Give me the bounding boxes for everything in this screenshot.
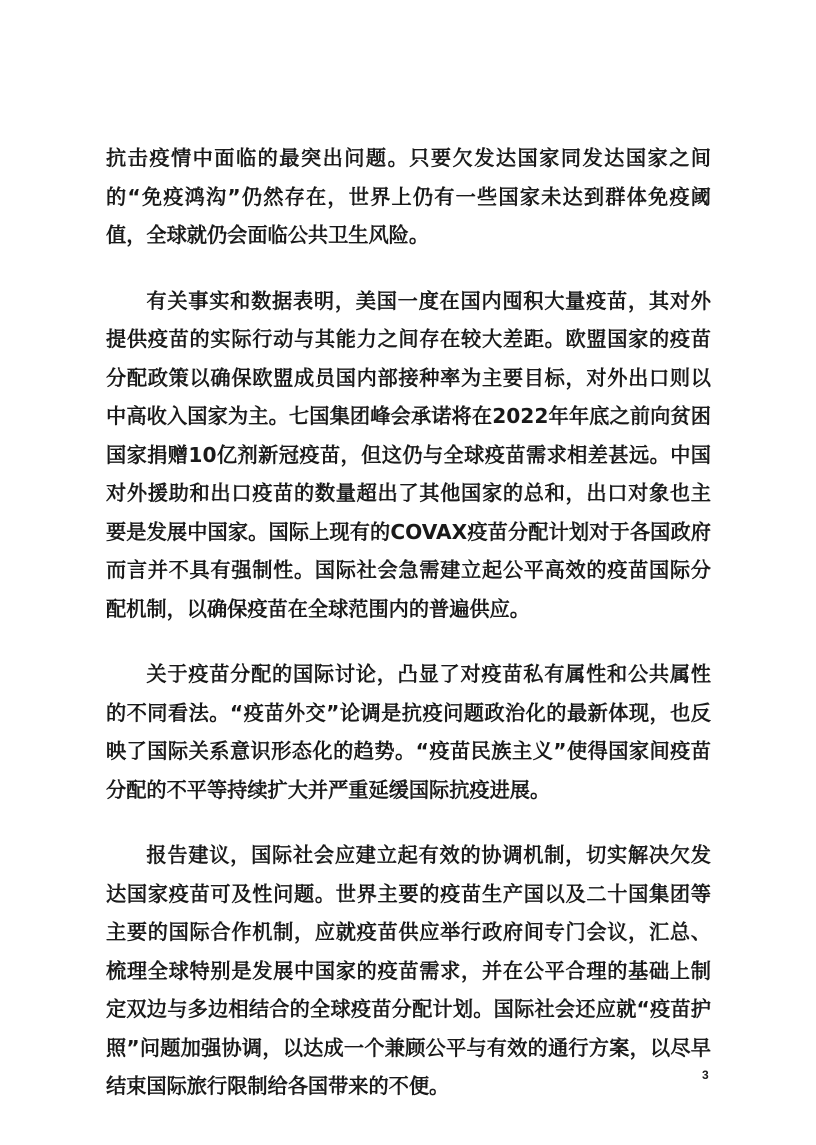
document-body	[106, 139, 711, 1133]
page-number: 3	[702, 1068, 709, 1082]
paragraph-vaccine-distribution-facts: 有关事实和数据表明，美国一度在国内囤积大量疫苗，其对外提供疫苗的实际行动与其能力之间存在较大差距。欧盟国家的疫苗分配政策以确保欧盟成员国内部接种率为主要目标，对外出口则以中高收入国家为主。七国集团峰会承诺将在2022年年底之前向贫困国家捐赠10亿剂新冠疫苗，但这仍与全球疫苗需求相差甚远。中国对外援助和出口疫苗的数量超出了其他国家的总和，出口对象也主要是发展中国家。国际上现有的COVAX疫苗分配计划对于各国政府而言并不具有强制性。国际社会急需建立起公平高效的疫苗国际分配机制，以确保疫苗在全球范围内的普遍供应。	[106, 288, 711, 621]
paragraph-international-discussion: 关于疫苗分配的国际讨论，凸显了对疫苗私有属性和公共属性的不同看法。“疫苗外交”论调是抗疫问题政治化的最新体现，也反映了国际关系意识形态化的趋势。“疫苗民族主义”使得国家间疫苗分配的不平等持续扩大并严重延缓国际抗疫进展。	[106, 662, 711, 802]
paragraph-report-recommendation: 报告建议，国际社会应建立起有效的协调机制，切实解决欠发达国家疫苗可及性问题。世界主要的疫苗生产国以及二十国集团等主要的国际合作机制，应就疫苗供应举行政府间专门会议，汇总、梳理全球特别是发展中国家的疫苗需求，并在公平合理的基础上制定双边与多边相结合的全球疫苗分配计划。国际社会还应就“疫苗护照”问题加强协调，以达成一个兼顾公平与有效的通行方案，以尽早结束国际旅行限制给各国带来的不便。	[106, 843, 711, 1098]
paragraph-continuation: 抗击疫情中面临的最突出问题。只要欠发达国家同发达国家之间的“免疫鸿沟”仍然存在，世界上仍有一些国家未达到群体免疫阈值，全球就仍会面临公共卫生风险。	[106, 146, 711, 247]
